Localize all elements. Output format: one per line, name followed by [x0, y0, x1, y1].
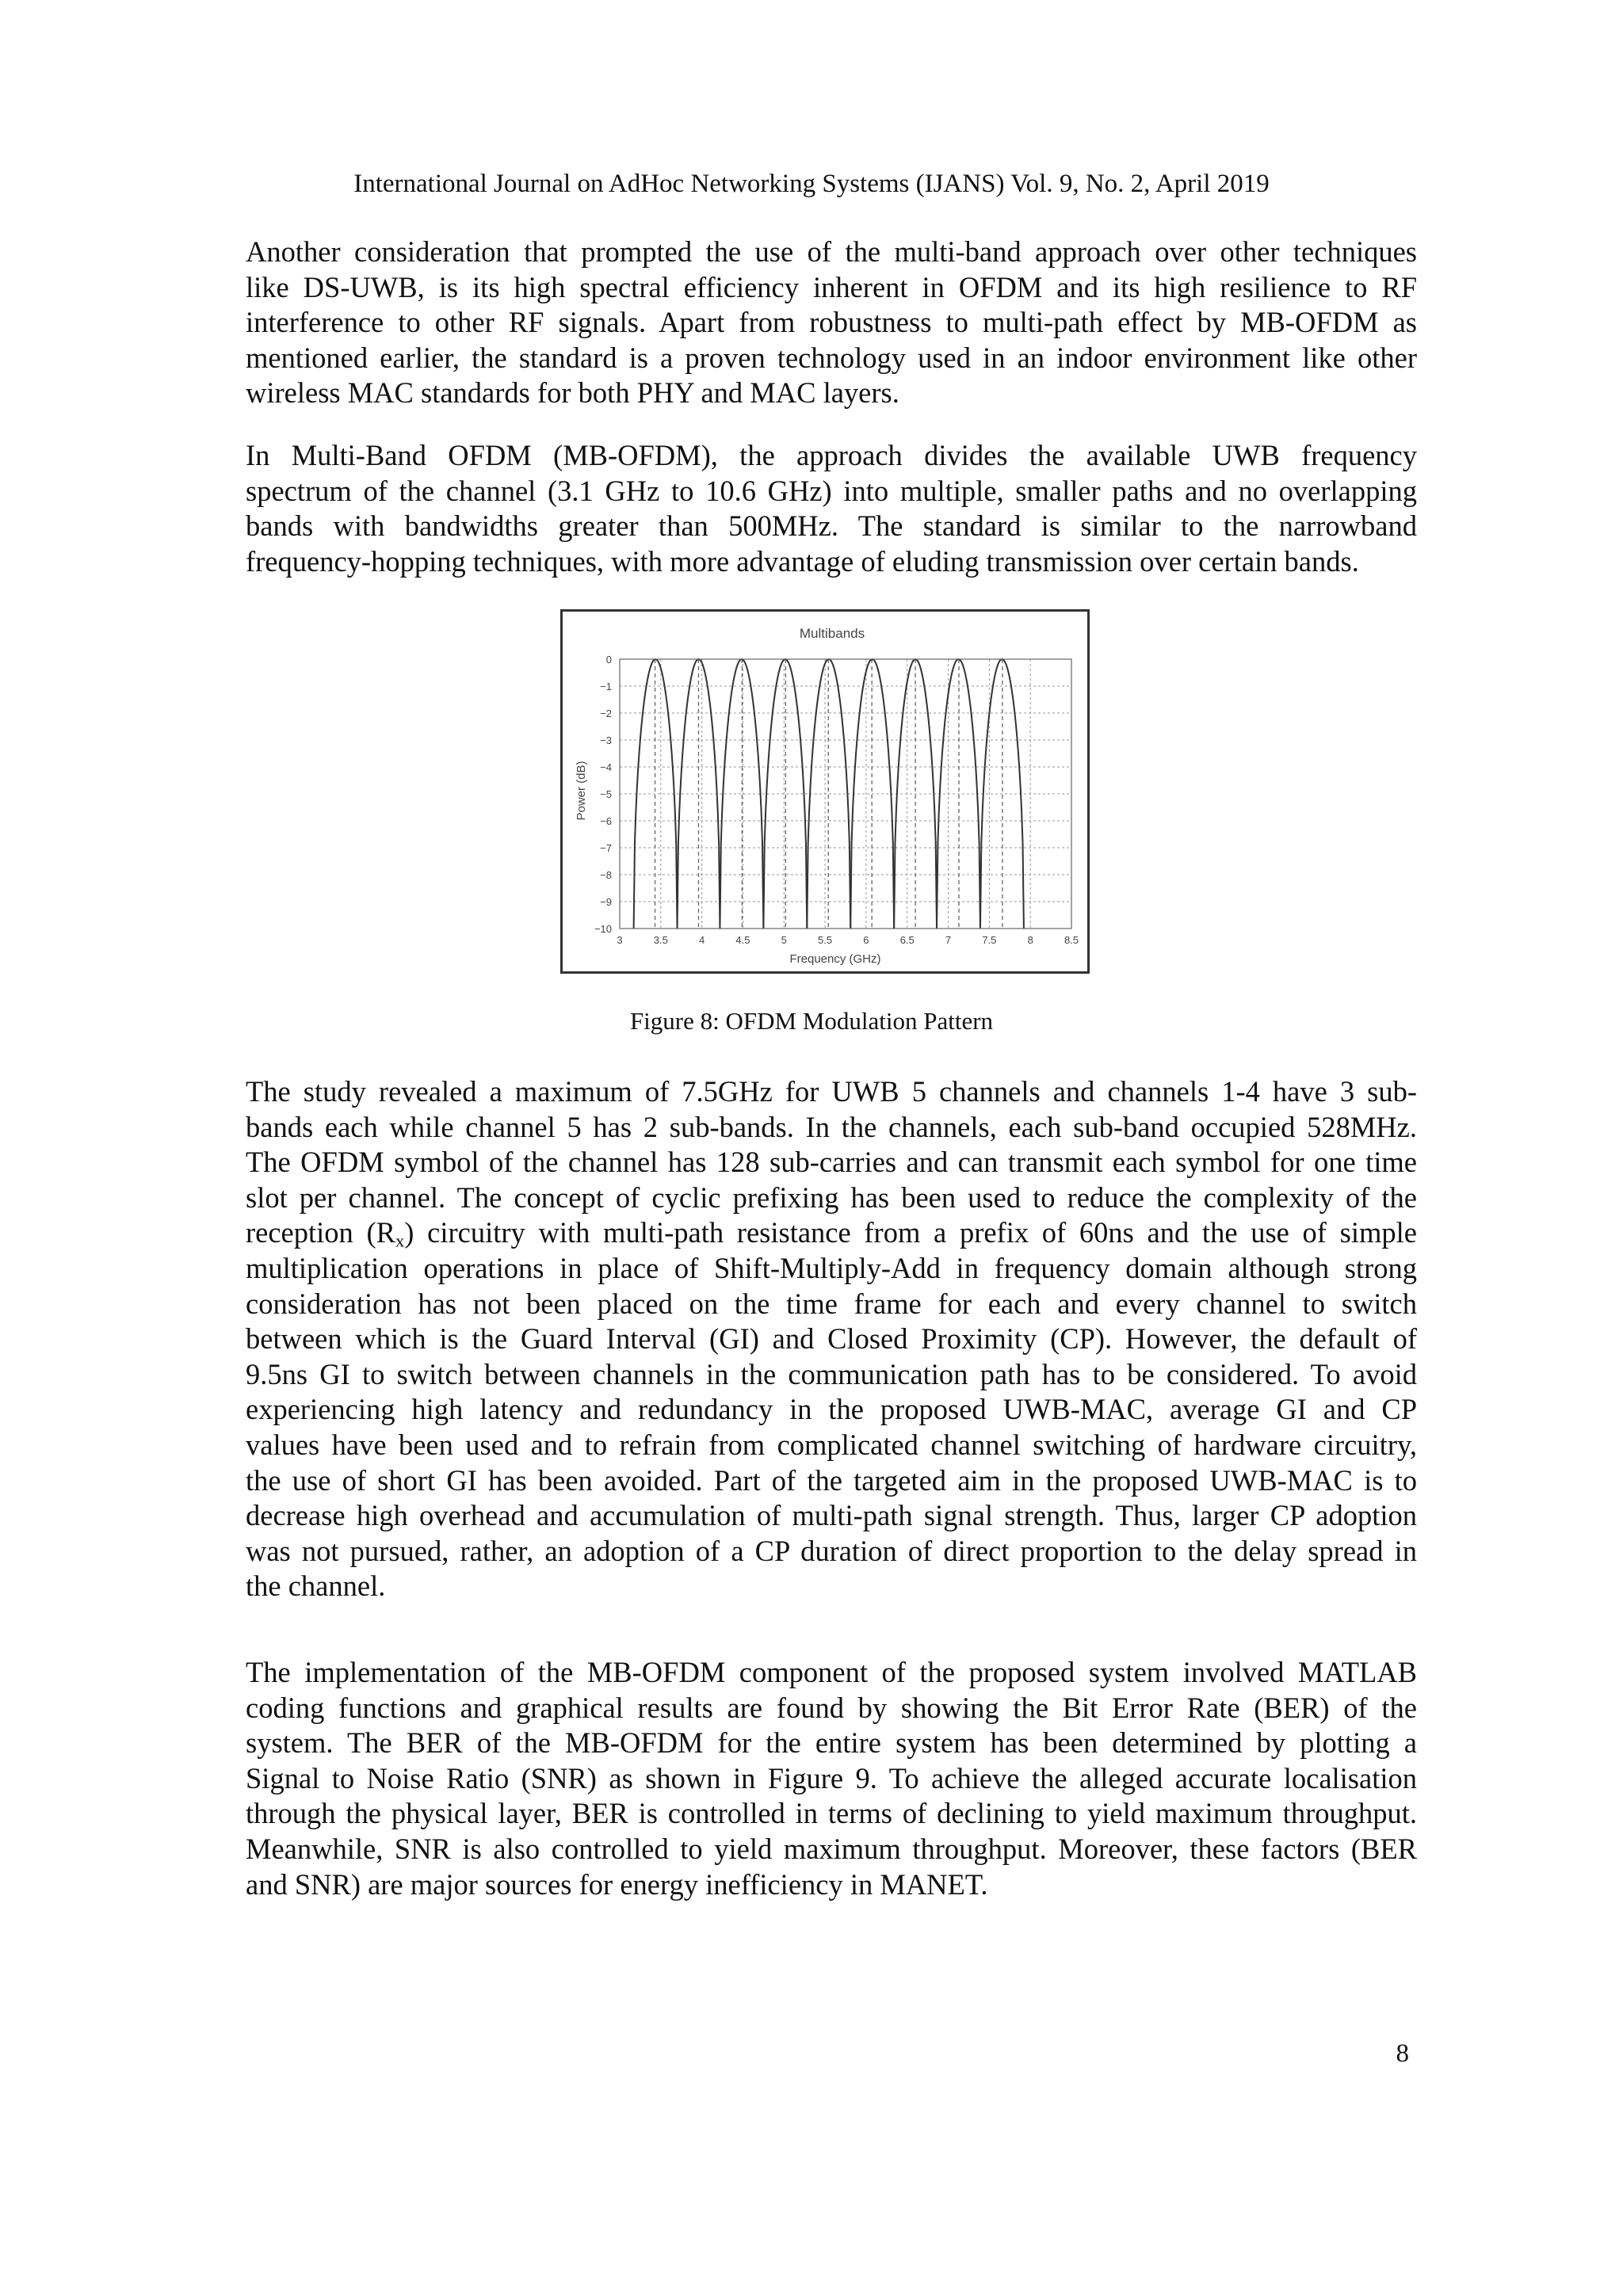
text-line: bands with bandwidths greater than 500MHz. The standard is similar to the narrowband [246, 509, 1417, 543]
text-line: wireless MAC standards for both PHY and MAC layers. [246, 376, 899, 410]
page-number: 8 [1396, 2039, 1409, 2068]
text-line: 9.5ns GI to switch between channels in the communication path has to be considered. To avoid [246, 1357, 1417, 1390]
text-line: interference to other RF signals. Apart from robustness to multi-path effect by MB-OFDM as [246, 306, 1417, 339]
paragraph-1 [246, 235, 1417, 411]
paragraph-4 [246, 1655, 1417, 1902]
y-tick-label: −9 [600, 896, 612, 908]
text-line: mentioned earlier, the standard is a proven technology used in an indoor environment like other [246, 341, 1417, 374]
y-tick-label: −8 [600, 869, 612, 881]
text-line: coding functions and graphical results are found by showing the Bit Error Rate (BER) of the [246, 1691, 1417, 1724]
text-line: spectrum of the channel (3.1 GHz to 10.6 GHz) into multiple, smaller paths and no overlapping [246, 474, 1417, 507]
text-line: the channel. [246, 1569, 386, 1603]
x-tick-label: 8 [1027, 934, 1033, 946]
text-line: The study revealed a maximum of 7.5GHz for UWB 5 channels and channels 1-4 have 3 sub- [246, 1075, 1417, 1108]
text-line: decrease high overhead and accumulation of multi-path signal strength. Thus, larger CP adoption [246, 1499, 1417, 1532]
x-tick-label: 4.5 [735, 934, 750, 946]
text-line: like DS-UWB, is its high spectral efficiency inherent in OFDM and its high resilience to RF [246, 270, 1417, 303]
text-line: Another consideration that prompted the use of the multi-band approach over other techniques [246, 235, 1417, 268]
text-line: In Multi-Band OFDM (MB-OFDM), the approach divides the available UWB frequency [246, 439, 1417, 471]
paragraph-3 [246, 1074, 1417, 1604]
text-line: consideration has not been placed on the time frame for each and every channel to switch [246, 1287, 1417, 1320]
y-axis-label: Power (dB) [575, 761, 588, 821]
text-line: slot per channel. The concept of cyclic prefixing has been used to reduce the complexity of the [246, 1180, 1417, 1214]
text-line: Meanwhile, SNR is also controlled to yield maximum throughput. Moreover, these factors (BER [246, 1832, 1417, 1865]
chart-title: Multibands [799, 626, 865, 641]
x-tick-label: 5.5 [818, 934, 833, 946]
x-tick-label: 3.5 [653, 934, 668, 946]
text-run: ) circuitry with multi-path resistance from a prefix of 60ns and the use of simple [404, 1216, 1417, 1249]
subscript-x: x [395, 1231, 405, 1252]
y-tick-label: −1 [600, 681, 612, 692]
x-tick-label: 7.5 [982, 934, 997, 946]
y-tick-label: −3 [600, 734, 612, 746]
figure-caption: Figure 8: OFDM Modulation Pattern [629, 1007, 994, 1035]
text-line: Signal to Noise Ratio (SNR) as shown in Figure 9. To achieve the alleged accurate localisation [246, 1761, 1417, 1794]
y-tick-label: −2 [600, 707, 612, 719]
y-tick-label: −4 [600, 761, 612, 773]
y-tick-label: −6 [600, 815, 612, 827]
paragraph-2 [246, 438, 1417, 579]
x-tick-label: 7 [945, 934, 952, 946]
text-line: was not pursued, rather, an adoption of a CP duration of direct proportion to the delay spread in [246, 1534, 1417, 1567]
x-axis-label: Frequency (GHz) [789, 952, 881, 966]
text-line: between which is the Guard Interval (GI) and Closed Proximity (CP). However, the default of [246, 1322, 1417, 1356]
x-tick-label: 5 [781, 934, 787, 946]
x-tick-label: 3 [617, 934, 623, 946]
x-tick-label: 6.5 [899, 934, 915, 946]
y-tick-label: −5 [600, 788, 612, 800]
x-tick-label: 8.5 [1064, 934, 1079, 946]
figure-8-frame [560, 609, 1090, 974]
text-line: experiencing high latency and redundancy in the proposed UWB-MAC, average GI and CP [246, 1393, 1417, 1426]
y-tick-label: −10 [594, 923, 612, 935]
text-line: multiplication operations in place of Shift-Multiply-Add in frequency domain although strong [246, 1251, 1417, 1284]
text-line: through the physical layer, BER is controlled in terms of declining to yield maximum throughput. [246, 1797, 1417, 1830]
text-line: values have been used and to refrain from complicated channel switching of hardware circuitry, [246, 1428, 1417, 1461]
text-line: bands each while channel 5 has 2 sub-bands. In the channels, each sub-band occupied 528MHz. [246, 1110, 1417, 1143]
text-line: The implementation of the MB-OFDM component of the proposed system involved MATLAB [246, 1656, 1417, 1688]
text-line: system. The BER of the MB-OFDM for the entire system has been determined by plotting a [246, 1726, 1417, 1760]
multibands-chart [563, 612, 1087, 971]
x-tick-label: 6 [863, 934, 869, 946]
text-line: the use of short GI has been avoided. Part of the targeted aim in the proposed UWB-MAC is to [246, 1463, 1417, 1497]
text-line: The OFDM symbol of the channel has 128 sub-carries and can transmit each symbol for one time [246, 1146, 1417, 1179]
journal-header: International Journal on AdHoc Networking Systems (IJANS) Vol. 9, No. 2, April 2019 [353, 170, 1270, 198]
y-tick-label: 0 [605, 654, 612, 666]
y-tick-label: −7 [600, 842, 612, 854]
text-line [246, 1215, 1417, 1251]
x-tick-label: 4 [699, 934, 705, 946]
text-line: and SNR) are major sources for energy inefficiency in MANET. [246, 1867, 988, 1901]
text-run: reception (R [246, 1216, 395, 1249]
text-line: frequency-hopping techniques, with more advantage of eluding transmission over certain bands. [246, 544, 1359, 578]
